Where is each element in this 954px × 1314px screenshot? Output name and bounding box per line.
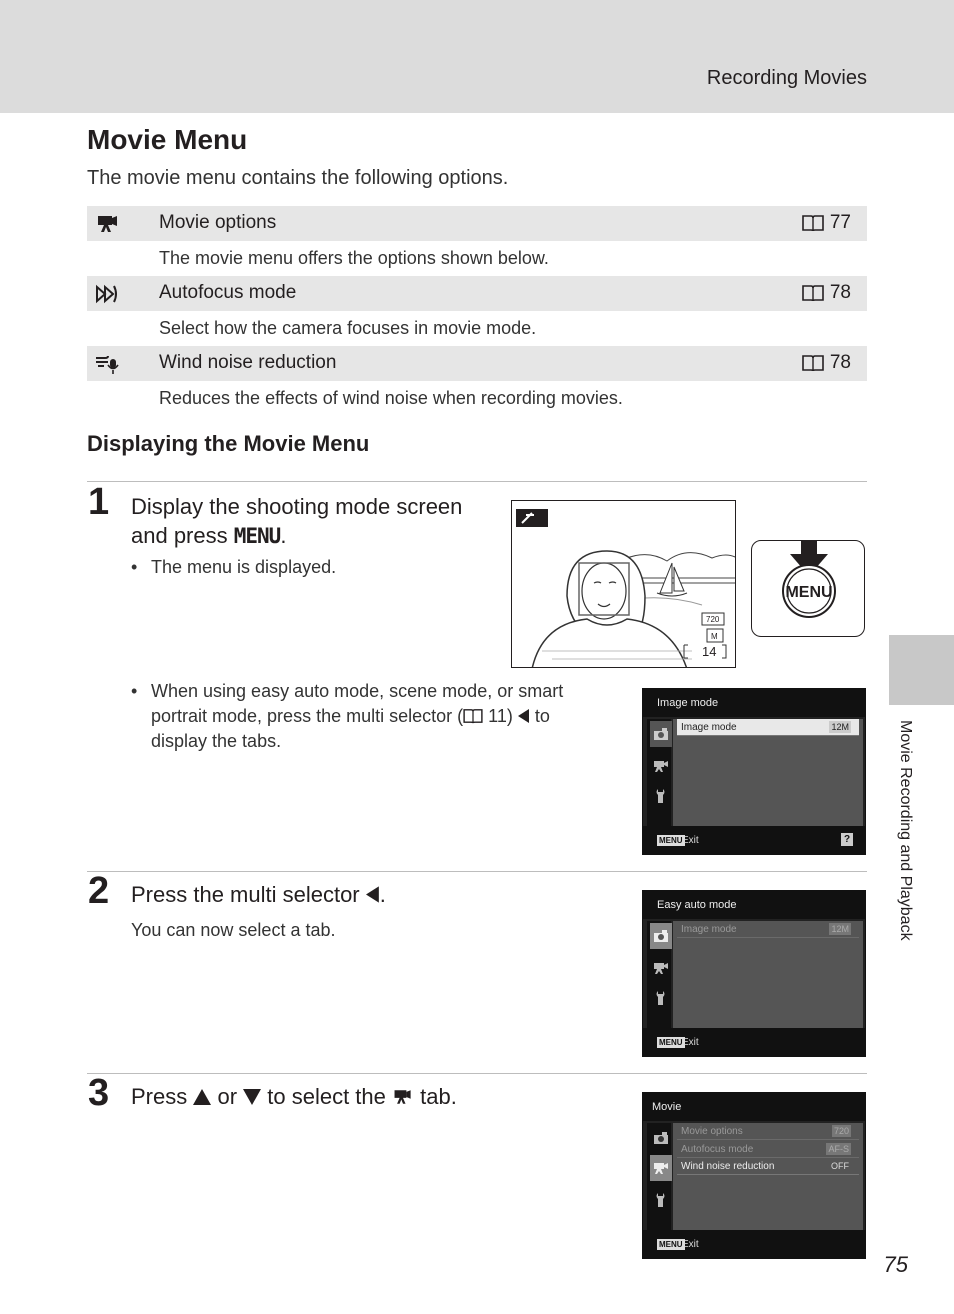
shooting-tab-icon[interactable] <box>650 1125 672 1151</box>
subheading: Displaying the Movie Menu <box>87 431 370 456</box>
movie-icon <box>95 213 121 235</box>
camera-menu-screen <box>642 688 866 855</box>
option-name: Wind noise reduction <box>159 352 337 373</box>
menu-row-image-mode[interactable] <box>677 921 859 938</box>
header-band <box>0 0 954 113</box>
option-description-row <box>87 311 867 346</box>
step-1-line1: Display the shooting mode screen <box>131 494 463 519</box>
step-number: 3 <box>88 1072 110 1114</box>
screen-footer <box>643 1028 865 1056</box>
option-description: Select how the camera focuses in movie mode. <box>159 318 537 338</box>
book-icon <box>463 708 483 724</box>
menu-button-label: MENU <box>785 584 833 601</box>
menu-row-movie-options[interactable] <box>677 1123 859 1140</box>
bullet-item <box>131 679 611 754</box>
step-number: 1 <box>88 481 110 523</box>
step-3-text-part: to select the <box>261 1084 393 1109</box>
page-ref-number: 78 <box>829 352 851 373</box>
chapter-thumb-tab <box>889 635 954 705</box>
down-triangle-icon <box>243 1089 261 1105</box>
bullet-text-line: display the tabs. <box>151 731 282 751</box>
setup-tab-icon <box>650 783 672 809</box>
screen-tab-bar <box>647 1123 671 1230</box>
left-triangle-icon <box>518 709 530 723</box>
menu-row-value: 12M <box>831 924 849 934</box>
chapter-label: Movie Recording and Playback <box>897 720 914 941</box>
svg-text:M: M <box>711 632 718 641</box>
exit-label: Exit <box>682 1037 699 1048</box>
page-title: Movie Menu <box>87 124 248 155</box>
step-1-line2-text: and press <box>131 523 234 548</box>
autofocus-icon <box>95 283 121 305</box>
menu-row-label: Autofocus mode <box>681 1144 754 1155</box>
option-row <box>87 276 867 311</box>
book-icon <box>802 354 824 372</box>
menu-row-value: AF-S <box>828 1144 849 1154</box>
option-description-row <box>87 241 867 276</box>
exit-label: Exit <box>682 1239 699 1250</box>
bullet-text-part: to <box>529 706 550 726</box>
screen-tab-bar <box>647 719 671 826</box>
page-reference <box>802 282 851 304</box>
menu-button-illustration <box>751 540 865 637</box>
option-name: Autofocus mode <box>159 282 297 303</box>
screen-tab-bar <box>647 921 671 1028</box>
menu-row-label: Movie options <box>681 1126 743 1137</box>
screen-title: Image mode <box>643 689 865 717</box>
menu-row-wind-noise-reduction[interactable] <box>677 1158 859 1175</box>
book-icon <box>802 214 824 232</box>
bullet-dot: • <box>131 681 138 701</box>
movie-tab-icon[interactable] <box>650 955 672 981</box>
bullet-text-part: 11) <box>488 706 513 726</box>
intro-text: The movie menu contains the following options. <box>87 167 509 189</box>
screen-footer <box>643 1230 865 1258</box>
left-triangle-icon <box>366 886 380 903</box>
screen-footer <box>643 826 865 854</box>
option-description-row <box>87 381 867 416</box>
camera-menu-screen <box>642 1092 866 1259</box>
bullet-text-line <box>151 704 611 729</box>
exit-label: Exit <box>682 835 699 846</box>
shooting-tab-icon <box>650 721 672 747</box>
help-icon: ? <box>841 833 853 846</box>
step-2-subtext: You can now select a tab. <box>131 920 336 940</box>
bullet-text-line: When using easy auto mode, scene mode, or smart <box>151 681 564 701</box>
menu-row-label: Wind noise reduction <box>681 1161 775 1172</box>
step-3-text-part: or <box>211 1084 244 1109</box>
camera-screen-illustration <box>511 500 736 668</box>
step-3-text-part: Press <box>131 1084 194 1109</box>
step-divider <box>87 1073 867 1074</box>
shots-remaining: 14 <box>702 644 717 659</box>
screen-menu-body <box>673 719 863 826</box>
step-3-text-part: tab. <box>414 1084 457 1109</box>
press-arrow-icon <box>752 541 866 638</box>
menu-row-value: OFF <box>831 1161 849 1171</box>
movie-icon <box>392 1087 414 1107</box>
page-ref-number: 77 <box>829 212 851 233</box>
bullet-text-part: portrait mode, press the multi selector ( <box>151 706 464 726</box>
setup-tab-icon[interactable] <box>650 985 672 1011</box>
step-divider <box>87 871 867 872</box>
menu-row-label: Image mode <box>681 722 737 733</box>
menu-row-value: 720 <box>833 1126 849 1136</box>
menu-key-chip: MENU <box>659 1240 683 1249</box>
movie-size-readout: 720 <box>706 615 720 624</box>
step-2-text-end: . <box>379 882 386 907</box>
menu-key-chip: MENU <box>659 1038 683 1047</box>
up-triangle-icon <box>193 1089 211 1105</box>
menu-row-autofocus-mode[interactable] <box>677 1141 859 1158</box>
step-1-line2 <box>131 521 462 551</box>
step-divider <box>87 481 867 482</box>
camera-menu-screen <box>642 890 866 1057</box>
step-number: 2 <box>88 870 110 912</box>
bullet-text: The menu is displayed. <box>151 557 337 577</box>
option-description: Reduces the effects of wind noise when recording movies. <box>159 388 623 408</box>
option-description: The movie menu offers the options shown below. <box>159 248 549 268</box>
options-table <box>87 206 867 416</box>
setup-tab-icon[interactable] <box>650 1187 672 1213</box>
menu-row-image-mode[interactable] <box>677 719 859 736</box>
bullet-dot: • <box>131 557 138 577</box>
menu-row-value: 12M <box>831 722 849 732</box>
option-row <box>87 346 867 381</box>
step-2-text <box>131 880 386 909</box>
menu-key-chip: MENU <box>659 836 683 845</box>
screen-title: Movie <box>643 1093 865 1121</box>
portrait-scene-image <box>512 501 736 668</box>
step-2-text-part: Press the multi selector <box>131 882 366 907</box>
movie-tab-icon <box>650 753 672 779</box>
wind-noise-icon <box>95 353 121 375</box>
page-reference <box>802 352 851 374</box>
page-ref-number: 78 <box>829 282 851 303</box>
step-3-text <box>131 1082 457 1111</box>
screen-title: Easy auto mode <box>643 891 865 919</box>
book-icon <box>802 284 824 302</box>
step-1-line2-end: . <box>280 523 287 548</box>
screen-menu-body <box>673 1123 863 1230</box>
section-label: Recording Movies <box>706 67 867 89</box>
menu-row-label: Image mode <box>681 924 737 935</box>
movie-tab-icon[interactable] <box>650 1155 672 1181</box>
page-reference <box>802 212 851 234</box>
step-1-text <box>131 492 462 551</box>
option-name: Movie options <box>159 212 277 233</box>
page-number: 75 <box>883 1252 908 1277</box>
shooting-tab-icon[interactable] <box>650 923 672 949</box>
menu-key-label: MENU <box>233 524 281 548</box>
bullet-item <box>131 555 336 580</box>
screen-menu-body <box>673 921 863 1028</box>
option-row <box>87 206 867 241</box>
